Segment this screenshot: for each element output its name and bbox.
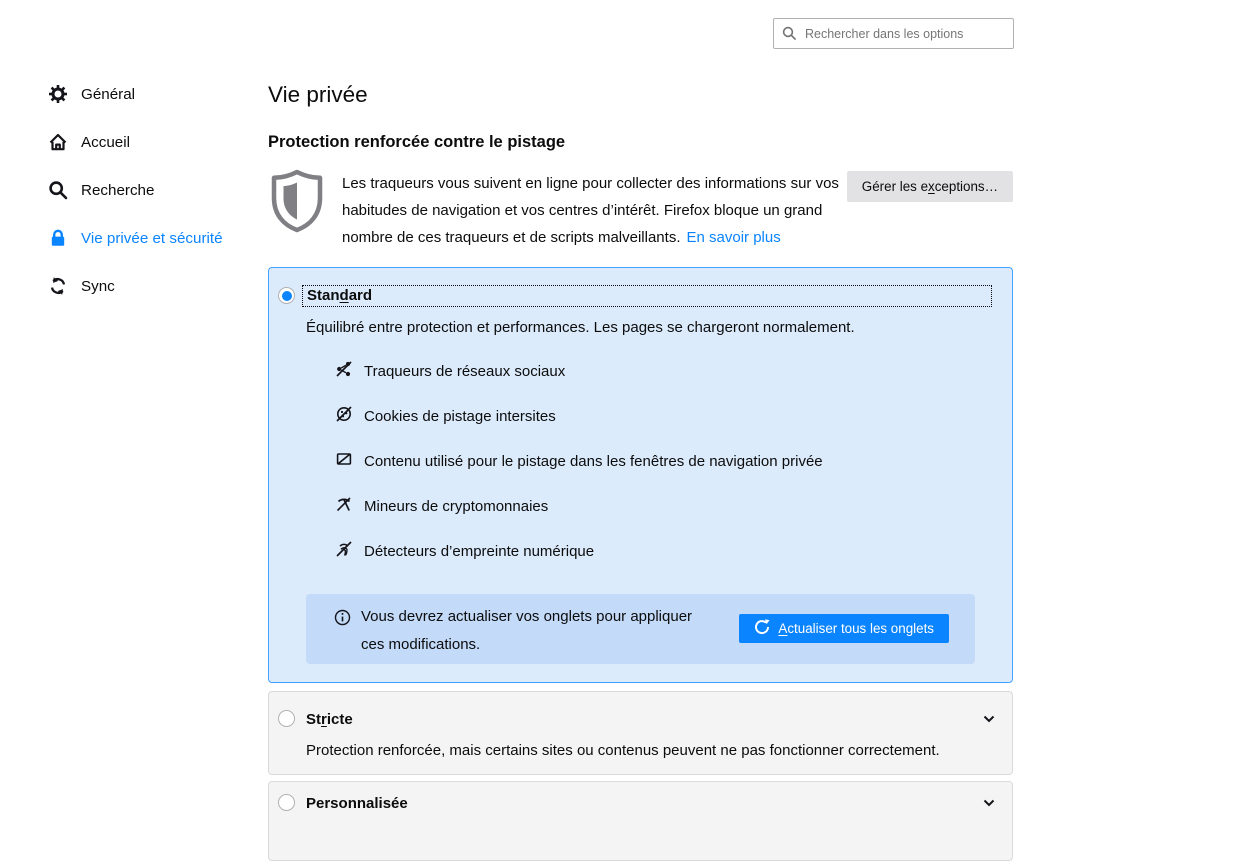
list-item: Traqueurs de réseaux sociaux (336, 363, 823, 379)
standard-option-card[interactable] (268, 267, 1013, 683)
tracking-content-blocked-icon (336, 451, 352, 471)
blocked-items-list (336, 363, 823, 588)
strict-option-card[interactable] (268, 691, 1013, 775)
standard-radio[interactable] (278, 287, 295, 304)
reload-notice-text: Vous devrez actualiser vos onglets pour appliquer ces modifications. (361, 608, 693, 653)
cryptominer-blocked-icon (336, 496, 352, 516)
sidebar-item-label: Vie privée et sécurité (81, 229, 223, 247)
fingerprinter-blocked-icon (336, 541, 352, 561)
social-tracker-blocked-icon (336, 361, 352, 381)
sidebar-item-search[interactable] (48, 174, 223, 206)
standard-description: Équilibré entre protection et performances. Les pages se chargeront normalement. (306, 319, 855, 336)
home-icon (48, 132, 68, 152)
sidebar-item-label: Sync (81, 277, 115, 295)
chevron-down-icon[interactable] (983, 794, 995, 812)
list-item: Mineurs de cryptomonnaies (336, 498, 823, 514)
sidebar-item-label: Général (81, 85, 136, 103)
search-icon (48, 180, 68, 200)
reload-required-message-bar (306, 594, 975, 664)
sidebar-item-sync[interactable] (48, 270, 223, 302)
privacy-pane (268, 0, 1013, 812)
reload-all-tabs-button[interactable]: Actualiser tous les onglets (739, 614, 949, 643)
lock-icon (48, 228, 68, 248)
list-item: Contenu utilisé pour le pistage dans les fenêtres de navigation privée (336, 453, 823, 469)
sidebar-item-home[interactable] (48, 126, 223, 158)
list-item: Détecteurs d’empreinte numérique (336, 543, 823, 559)
list-item: Cookies de pistage intersites (336, 408, 823, 424)
info-icon (334, 609, 351, 631)
tracking-intro (268, 168, 850, 251)
sidebar-item-label: Accueil (81, 133, 130, 151)
strict-description: Protection renforcée, mais certains sites ou contenus peuvent ne pas fonctionner correctement. (306, 742, 940, 759)
learn-more-link[interactable]: En savoir plus (686, 229, 781, 246)
tracking-intro-text: Les traqueurs vous suivent en ligne pour collecter des informations sur vos habitudes de navigation et vos centres d’intérêt. Firefox bloque un grand nombre de ces traqueurs et de scripts malveillants. (342, 175, 839, 246)
reload-icon (754, 619, 770, 638)
cross-site-cookie-blocked-icon (336, 406, 352, 426)
standard-label[interactable]: Standard (302, 285, 992, 307)
sidebar-item-general[interactable] (48, 78, 223, 110)
shield-icon (268, 168, 326, 251)
chevron-down-icon[interactable] (983, 710, 995, 728)
custom-option-card[interactable] (268, 781, 1013, 861)
sidebar-item-privacy-security[interactable] (48, 222, 223, 254)
sync-icon (48, 276, 68, 296)
custom-label[interactable]: Personnalisée (306, 795, 408, 812)
strict-label[interactable]: Stricte (306, 711, 353, 728)
tracking-protection-title: Protection renforcée contre le pistage (268, 133, 566, 151)
strict-radio[interactable] (278, 710, 295, 727)
sidebar-item-label: Recherche (81, 181, 155, 199)
settings-sidebar (48, 78, 223, 318)
manage-exceptions-button[interactable]: Gérer les exceptions… (847, 171, 1013, 202)
page-title: Vie privée (268, 82, 368, 107)
gear-icon (48, 84, 68, 104)
